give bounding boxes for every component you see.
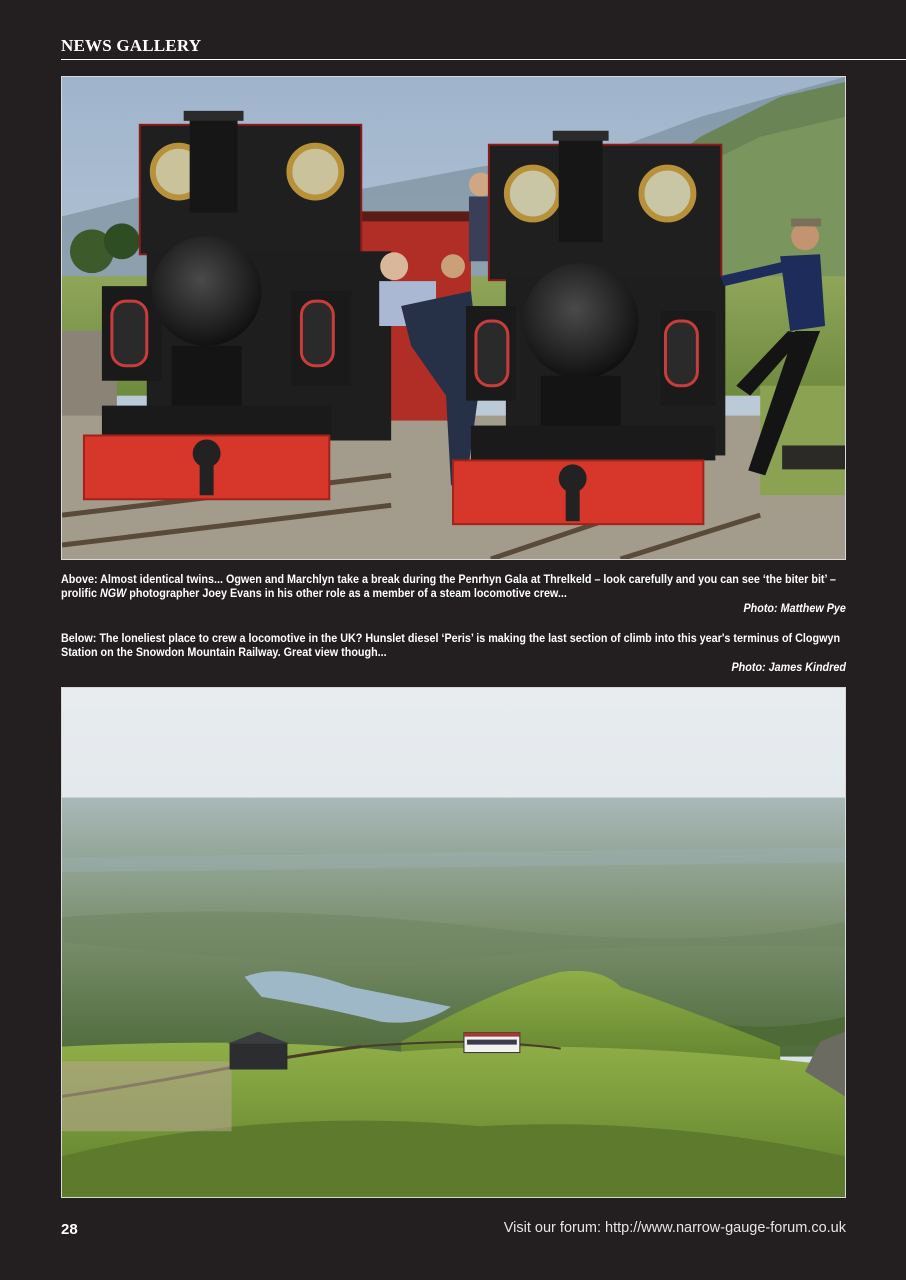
section-title: NEWS GALLERY xyxy=(61,36,202,55)
photo-credit: Photo: Matthew Pye xyxy=(743,602,846,615)
header-rule xyxy=(61,59,906,60)
caption-lead: Above: Almost identical twins... Ogwen and Marchlyn take a break during the Penrhyn Gala at Threlkeld – look carefully and you can see ‘the biter bit’ – prolific xyxy=(61,573,836,600)
peris-locomotive xyxy=(464,1033,520,1053)
caption-text: Below: The loneliest place to crew a locomotive in the UK? Hunslet diesel ‘Peris’ is making the last section of climb into this year's terminus of Clogwyn Station on the Snowdon Mountain Railway. Great view though... xyxy=(61,632,841,659)
top-photo-caption xyxy=(61,573,846,616)
bottom-photo-caption xyxy=(61,632,846,675)
photo-locomotives xyxy=(61,76,846,560)
photo-credit: Photo: James Kindred xyxy=(731,661,846,674)
forum-link-text: Visit our forum: http://www.narrow-gauge-forum.co.uk xyxy=(503,1220,846,1236)
landscape-illustration xyxy=(62,688,845,1197)
caption-emphasis: NGW xyxy=(99,587,127,600)
photo-mountain-railway xyxy=(61,687,846,1198)
caption-tail: photographer Joey Evans in his other role as a member of a steam locomotive crew... xyxy=(126,587,567,600)
locomotives-illustration xyxy=(62,77,845,559)
right-locomotive xyxy=(453,131,725,524)
page-number: 28 xyxy=(61,1221,78,1238)
